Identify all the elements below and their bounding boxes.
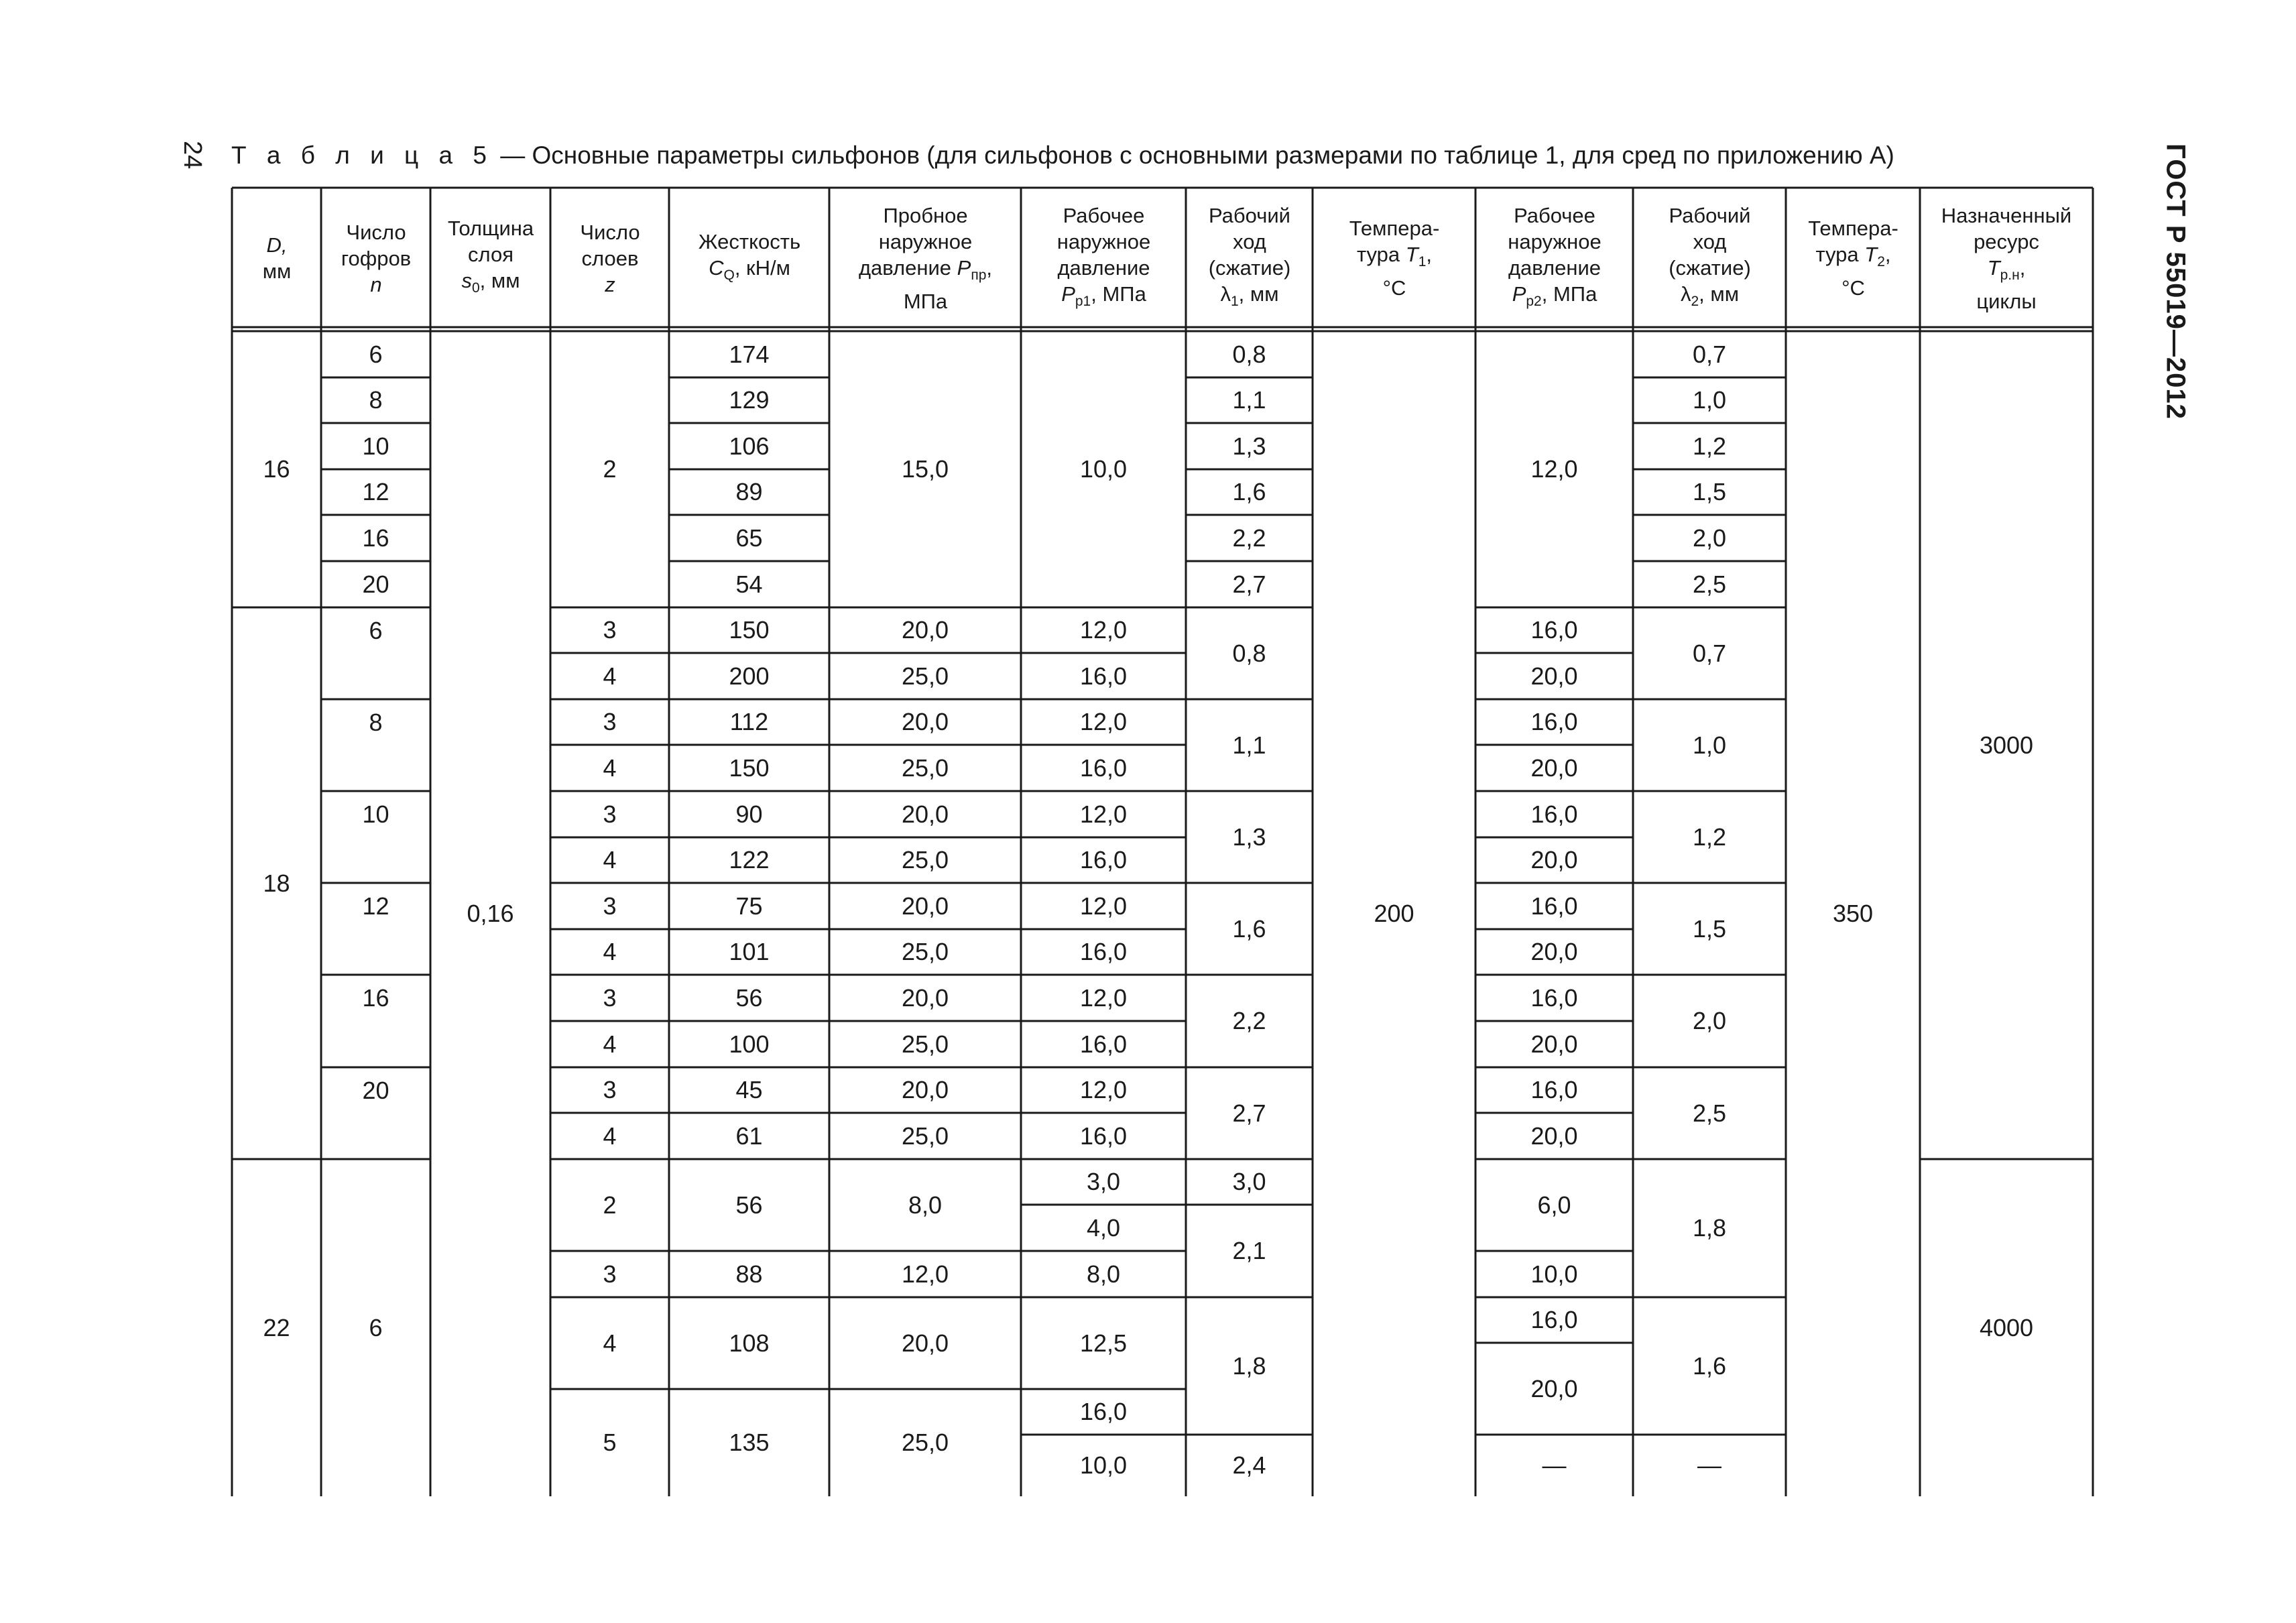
cell-pr2: 20,0 bbox=[1530, 1122, 1578, 1150]
cell-pr2: 16,0 bbox=[1530, 800, 1578, 828]
cell-l2: 2,5 bbox=[1692, 1099, 1727, 1127]
standard-designation: ГОСТ Р 55019—2012 bbox=[2161, 143, 2191, 420]
cell-n: 12 bbox=[362, 478, 389, 505]
cell-l2: 1,6 bbox=[1692, 1351, 1727, 1380]
cell-z: 3 bbox=[603, 1076, 617, 1103]
cell-z: 4 bbox=[603, 1329, 617, 1357]
cell-cq: 65 bbox=[735, 524, 763, 552]
cell-res: 3000 bbox=[1979, 731, 2034, 759]
cell-pr1: 4,0 bbox=[1086, 1213, 1121, 1242]
cell-cq: 56 bbox=[735, 1191, 763, 1219]
cell-l1: 2,2 bbox=[1232, 1007, 1266, 1034]
cell-n: 10 bbox=[362, 800, 389, 828]
cell-l2: 0,7 bbox=[1692, 340, 1727, 368]
cell-pr1: 10,0 bbox=[1079, 1451, 1128, 1479]
cell-pr1: 3,0 bbox=[1086, 1168, 1121, 1195]
page-number: 24 bbox=[178, 141, 206, 170]
header-t1: Темпера- тура $T_1$, °С bbox=[1349, 217, 1440, 300]
cell-cq: 75 bbox=[735, 892, 763, 920]
cell-ppr: 20,0 bbox=[901, 800, 949, 828]
cell-l2: 1,5 bbox=[1692, 914, 1727, 943]
cell-ppr: 20,0 bbox=[901, 1329, 949, 1357]
cell-t2: 350 bbox=[1832, 900, 1874, 927]
cell-z: 2 bbox=[603, 455, 617, 483]
cell-cq: 108 bbox=[729, 1329, 770, 1357]
cell-ppr: 20,0 bbox=[901, 708, 949, 735]
cell-n: 8 bbox=[369, 708, 383, 736]
cell-l1: 2,7 bbox=[1232, 1099, 1266, 1127]
cell-pr1: 12,0 bbox=[1079, 1076, 1128, 1103]
cell-l2: 1,5 bbox=[1692, 478, 1727, 505]
cell-n: 20 bbox=[362, 570, 389, 598]
cell-z: 4 bbox=[603, 1030, 617, 1058]
cell-cq: 200 bbox=[729, 662, 770, 690]
cell-z: 3 bbox=[603, 1260, 617, 1288]
cell-l1: 2,2 bbox=[1232, 524, 1266, 552]
cell-cq: 54 bbox=[735, 570, 763, 598]
cell-l2: — bbox=[1697, 1451, 1721, 1479]
cell-l2: 1,0 bbox=[1692, 731, 1727, 759]
cell-ppr: 15,0 bbox=[901, 455, 949, 483]
cell-z: 3 bbox=[603, 708, 617, 735]
cell-z: 3 bbox=[603, 892, 617, 920]
cell-pr1: 12,0 bbox=[1079, 892, 1128, 920]
cell-n: 12 bbox=[362, 892, 389, 920]
header-l1: Рабочий ход (сжатие) $\lambda_1$, мм bbox=[1208, 203, 1291, 309]
cell-pr1: 8,0 bbox=[1086, 1260, 1121, 1288]
cell-z: 4 bbox=[603, 662, 617, 690]
cell-z: 4 bbox=[603, 1122, 617, 1150]
cell-pr1: 12,5 bbox=[1079, 1329, 1128, 1357]
cell-l2: 0,7 bbox=[1692, 639, 1727, 667]
header-pr2: Рабочее наружное давление $P_{р2}$, МПа bbox=[1508, 203, 1602, 309]
cell-t1: 200 bbox=[1374, 900, 1414, 927]
cell-l1: 3,0 bbox=[1232, 1168, 1266, 1195]
cell-cq: 100 bbox=[729, 1030, 770, 1058]
cell-ppr: 20,0 bbox=[901, 892, 949, 920]
cell-pr2: 20,0 bbox=[1530, 846, 1578, 874]
cell-pr1: 16,0 bbox=[1079, 1122, 1128, 1150]
header-t2: Темпера- тура $T_2$, °С bbox=[1808, 217, 1898, 300]
cell-n: 6 bbox=[369, 616, 383, 644]
header-ppr: Пробное наружное давление $P_{пр}$, МПа bbox=[858, 203, 993, 313]
cell-ppr: 20,0 bbox=[901, 983, 949, 1012]
cell-d: 16 bbox=[263, 455, 290, 483]
cell-l1: 2,4 bbox=[1232, 1451, 1266, 1479]
cell-z: 3 bbox=[603, 800, 617, 828]
cell-ppr: 20,0 bbox=[901, 616, 949, 644]
cell-pr1: 16,0 bbox=[1079, 938, 1128, 965]
cell-d: 18 bbox=[263, 869, 290, 897]
cell-l1: 1,6 bbox=[1232, 914, 1266, 943]
cell-pr1: 12,0 bbox=[1079, 616, 1128, 644]
cell-cq: 90 bbox=[735, 800, 763, 828]
cell-pr2: 20,0 bbox=[1530, 754, 1578, 782]
cell-pr2: 16,0 bbox=[1530, 616, 1578, 644]
cell-pr1: 12,0 bbox=[1079, 708, 1128, 735]
cell-ppr: 25,0 bbox=[901, 754, 949, 782]
cell-pr1: 16,0 bbox=[1079, 754, 1128, 782]
cell-n: 6 bbox=[369, 340, 383, 368]
cell-pr1: 12,0 bbox=[1079, 800, 1128, 828]
cell-cq: 88 bbox=[735, 1260, 763, 1288]
cell-cq: 135 bbox=[729, 1429, 770, 1456]
header-cq: Жесткость $C_Q$, кН/м bbox=[698, 229, 801, 283]
cell-pr1: 16,0 bbox=[1079, 846, 1128, 874]
cell-pr1: 12,0 bbox=[1079, 983, 1128, 1012]
cell-l2: 2,0 bbox=[1692, 524, 1727, 552]
cell-pr2: 12,0 bbox=[1530, 455, 1578, 483]
cell-s0: 0,16 bbox=[467, 900, 514, 927]
cell-l1: 0,8 bbox=[1232, 340, 1266, 368]
cell-ppr: 25,0 bbox=[901, 846, 949, 874]
cell-l1: 1,1 bbox=[1232, 731, 1266, 759]
cell-pr2: 10,0 bbox=[1530, 1260, 1578, 1288]
cell-pr2: 20,0 bbox=[1530, 1030, 1578, 1058]
cell-pr2: 20,0 bbox=[1530, 938, 1578, 965]
cell-l2: 1,0 bbox=[1692, 386, 1727, 414]
cell-z: 4 bbox=[603, 938, 617, 965]
cell-ppr: 12,0 bbox=[901, 1260, 949, 1288]
cell-ppr: 25,0 bbox=[901, 1122, 949, 1150]
cell-res: 4000 bbox=[1979, 1313, 2034, 1341]
header-s0: Толщина слоя $s_0$, мм bbox=[447, 217, 534, 296]
cell-ppr: 8,0 bbox=[908, 1191, 943, 1219]
cell-l2: 1,2 bbox=[1692, 432, 1727, 460]
cell-n: 10 bbox=[362, 432, 389, 460]
cell-z: 4 bbox=[603, 846, 617, 874]
cell-n: 16 bbox=[362, 524, 389, 552]
cell-pr2: 20,0 bbox=[1530, 662, 1578, 690]
cell-pr2: 16,0 bbox=[1530, 983, 1578, 1012]
cell-ppr: 20,0 bbox=[901, 1076, 949, 1103]
cell-pr1: 16,0 bbox=[1079, 662, 1128, 690]
cell-pr2: — bbox=[1542, 1451, 1567, 1479]
cell-pr2: 6,0 bbox=[1537, 1191, 1571, 1219]
cell-l2: 2,0 bbox=[1692, 1007, 1727, 1034]
cell-n: 20 bbox=[362, 1076, 389, 1104]
cell-l2: 2,5 bbox=[1692, 570, 1727, 598]
cell-z: 4 bbox=[603, 754, 617, 782]
cell-z: 2 bbox=[603, 1191, 617, 1219]
cell-cq: 122 bbox=[729, 846, 770, 874]
cell-cq: 129 bbox=[729, 386, 770, 414]
cell-d: 22 bbox=[263, 1313, 290, 1341]
header-d: D, мм bbox=[262, 233, 292, 283]
cell-n: 16 bbox=[362, 983, 389, 1012]
cell-ppr: 25,0 bbox=[901, 1030, 949, 1058]
cell-z: 3 bbox=[603, 983, 617, 1012]
cell-cq: 106 bbox=[729, 432, 770, 460]
cell-cq: 45 bbox=[735, 1076, 763, 1103]
header-res: Назначенный ресурс $T_{р.н}$, циклы bbox=[1941, 203, 2072, 313]
cell-cq: 174 bbox=[729, 340, 770, 368]
cell-ppr: 25,0 bbox=[901, 662, 949, 690]
header-l2: Рабочий ход (сжатие) $\lambda_2$, мм bbox=[1669, 203, 1751, 309]
cell-l1: 2,1 bbox=[1232, 1237, 1266, 1264]
cell-n: 6 bbox=[369, 1313, 383, 1341]
cell-ppr: 25,0 bbox=[901, 1429, 949, 1456]
cell-l1: 1,3 bbox=[1232, 823, 1266, 851]
cell-cq: 89 bbox=[735, 478, 763, 505]
cell-pr2: 16,0 bbox=[1530, 1306, 1578, 1333]
cell-pr2: 16,0 bbox=[1530, 1076, 1578, 1103]
cell-z: 5 bbox=[603, 1429, 617, 1456]
cell-pr2: 16,0 bbox=[1530, 708, 1578, 735]
cell-pr1: 10,0 bbox=[1079, 455, 1128, 483]
cell-l2: 1,8 bbox=[1692, 1214, 1727, 1242]
cell-n: 8 bbox=[369, 386, 383, 414]
cell-cq: 101 bbox=[729, 938, 770, 965]
cell-ppr: 25,0 bbox=[901, 938, 949, 965]
cell-pr2: 16,0 bbox=[1530, 892, 1578, 920]
caption-prefix: Т а б л и ц а 5 bbox=[231, 141, 493, 169]
cell-pr1: 16,0 bbox=[1079, 1030, 1128, 1058]
cell-cq: 61 bbox=[735, 1122, 763, 1150]
cell-cq: 150 bbox=[729, 754, 770, 782]
cell-l1: 0,8 bbox=[1232, 639, 1266, 667]
header-z: Число слоев z bbox=[580, 220, 640, 296]
cell-cq: 150 bbox=[729, 616, 770, 644]
cell-pr2: 20,0 bbox=[1530, 1374, 1578, 1402]
header-pr1: Рабочее наружное давление $P_{р1}$, МПа bbox=[1056, 203, 1151, 309]
header-n: Число гофров n bbox=[341, 220, 412, 296]
caption-text: — Основные параметры сильфонов (для сильфонов с основными размерами по таблице 1, для сред по приложению А) bbox=[493, 141, 1894, 169]
cell-l1: 1,6 bbox=[1232, 478, 1266, 505]
cell-l1: 1,1 bbox=[1232, 386, 1266, 414]
cell-l1: 2,7 bbox=[1232, 570, 1266, 598]
cell-l1: 1,3 bbox=[1232, 432, 1266, 460]
cell-l2: 1,2 bbox=[1692, 823, 1727, 851]
cell-l1: 1,8 bbox=[1232, 1351, 1266, 1380]
cell-z: 3 bbox=[603, 616, 617, 644]
cell-cq: 56 bbox=[735, 983, 763, 1012]
cell-pr1: 16,0 bbox=[1079, 1398, 1128, 1425]
cell-cq: 112 bbox=[729, 708, 769, 735]
